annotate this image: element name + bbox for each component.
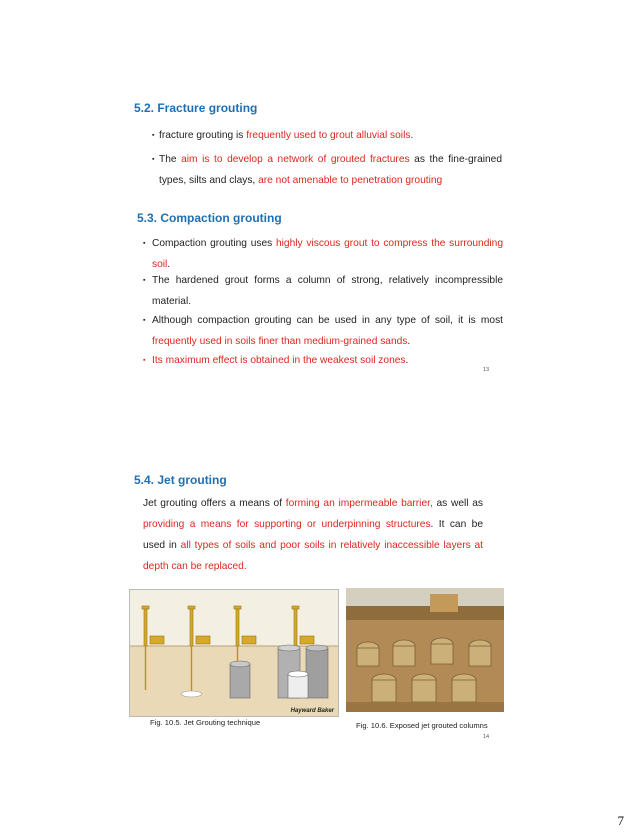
bullet-marker: ▪ (143, 317, 146, 324)
highlight-text: all types of soils and poor soils in relatively inaccessible layers at (180, 540, 483, 551)
bullet-marker: ▪ (152, 132, 155, 139)
figure-credit: Hayward Baker (290, 708, 334, 714)
bullet-compaction-2 (143, 270, 503, 312)
text: . (405, 355, 409, 366)
highlight-text: aim is to develop a network of grouted fractures (181, 154, 410, 165)
highlight-text: frequently used in soils finer than medium-grained sands (152, 336, 408, 347)
text: The (159, 154, 182, 165)
text: as the fine-grained (409, 154, 503, 165)
bullet-marker: ▪ (143, 240, 146, 247)
text: The hardened grout forms a column of strong, relatively incompressible (152, 275, 503, 286)
bullet-fracture-2 (152, 149, 502, 191)
text: . It can be (430, 519, 483, 530)
highlight-text: frequently used to grout alluvial soils (246, 130, 411, 141)
highlight-text: Its maximum effect is obtained in the weakest soil zones (152, 355, 406, 366)
highlight-text: forming an impermeable barrier, (285, 498, 433, 509)
text: fracture grouting is (159, 130, 247, 141)
highlight-text: depth can be replaced. (143, 561, 247, 572)
bullet-compaction-1 (143, 233, 503, 275)
bullet-fracture-1 (152, 125, 502, 146)
jet-grouting-illustration (130, 590, 338, 716)
bullet-compaction-4 (143, 350, 503, 371)
bullet-compaction-3 (143, 310, 503, 352)
text: . (167, 259, 171, 270)
section-heading-compaction-grouting: 5.3. Compaction grouting (137, 211, 282, 225)
figure2-caption: Fig. 10.6. Exposed jet grouted columns (356, 721, 488, 730)
highlight-text: highly viscous grout to compress the surrounding (275, 238, 503, 249)
exposed-columns-image (346, 588, 504, 712)
slide-page-number: 13 (483, 367, 490, 373)
text: material. (152, 296, 192, 307)
highlight-text: soil (152, 259, 168, 270)
highlight-text: providing a means for supporting or underpinning structures (143, 519, 431, 530)
section-heading-fracture-grouting: 5.2. Fracture grouting (134, 101, 258, 115)
text: as well as (432, 498, 483, 509)
text: Although compaction grouting can be used in any type of soil, it is most (152, 315, 503, 326)
text: Jet grouting offers a means of (143, 498, 286, 509)
document-page-number: 7 (617, 813, 624, 828)
bullet-marker: ▪ (143, 357, 146, 364)
bullet-marker: ▪ (152, 156, 155, 163)
jet-grouting-paragraph (143, 493, 483, 577)
figure1-caption: Fig. 10.5. Jet Grouting technique (150, 718, 261, 727)
section-heading-jet-grouting: 5.4. Jet grouting (134, 473, 227, 487)
highlight-text: are not amenable to penetration grouting (258, 175, 443, 186)
text: types, silts and clays, (159, 175, 259, 186)
text: . (410, 130, 414, 141)
text: . (407, 336, 411, 347)
text: used in (143, 540, 181, 551)
bullet-marker: ▪ (143, 277, 146, 284)
slide-page-number: 14 (483, 734, 490, 740)
jet-grouting-technique-figure (129, 589, 339, 717)
exposed-columns-photo (346, 588, 504, 712)
text: Compaction grouting uses (152, 238, 276, 249)
